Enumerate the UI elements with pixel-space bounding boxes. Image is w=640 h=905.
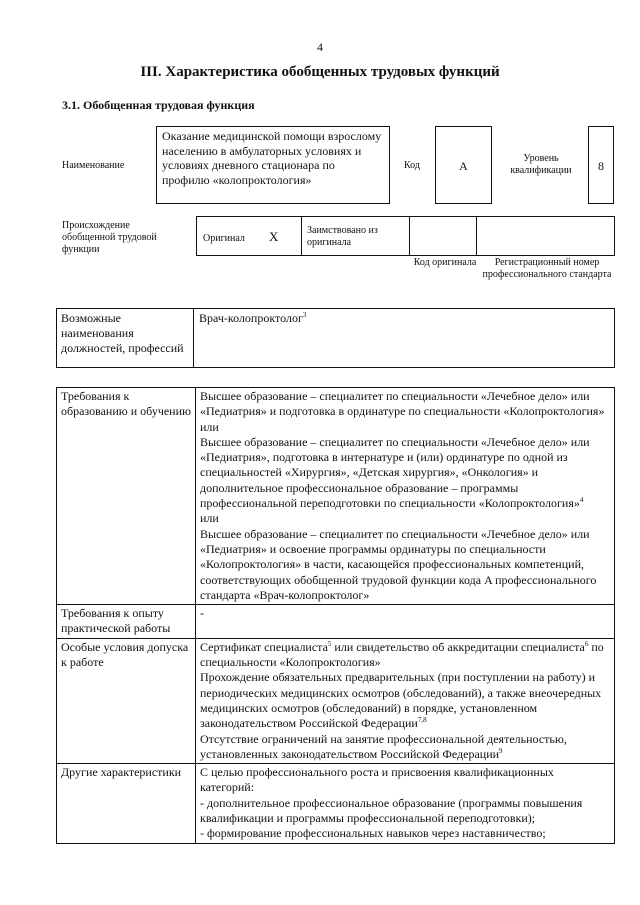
- table-row: [57, 638, 615, 763]
- other-characteristics-value: С целью профессионального роста и присвоения квалификационных категорий: - дополнительное профессиональное образование (программы повышения квалификации и программы профессиональной переподготовки); - формирование профессиональных навыков через наставничество;: [196, 764, 615, 843]
- function-name-box: [156, 126, 390, 204]
- function-name: Оказание медицинской помощи взрослому населению в амбулаторных условиях и условиях дневного стационара по профилю «колопроктология»: [162, 129, 382, 187]
- level-value: 8: [598, 159, 604, 173]
- name-label: Наименование: [62, 160, 125, 171]
- special-conditions-value: Сертификат специалиста$^5$ или свидетельство об аккредитации специалиста$^6$ по специальности «Колопроктология» Прохождение обязательных предварительных (при поступлении на работу) и периодических медицинских осмотров (обследований), а также внеочередных медицинских осмотров (обследований) в порядке, установленном законодательством Российской Федерации$^{7,8}$ Отсутствие ограничений на занятие профессиональной деятельностью, установленных законодательством Российской Федерации$^9$: [196, 638, 615, 763]
- education-label: Требования к образованию и обучению: [57, 388, 196, 605]
- borrowed-label: Заимствовано из оригинала: [307, 225, 378, 248]
- page-number: 4: [317, 40, 323, 54]
- origin-divider-2: [409, 216, 410, 256]
- level-box: [588, 126, 614, 204]
- subsection-title: 3.1. Обобщенная трудовая функция: [62, 98, 255, 112]
- origin-divider-1: [301, 216, 302, 256]
- requirements-table: [56, 387, 615, 844]
- experience-value: -: [196, 605, 615, 639]
- origin-label: Происхождение обобщенной трудовой функции: [62, 220, 157, 255]
- special-conditions-label: Особые условия допуска к работе: [57, 638, 196, 763]
- page-bottom-mask: [0, 895, 640, 905]
- reg-number-label: Регистрационный номер профессионального стандарта: [482, 257, 612, 280]
- code-value: A: [459, 159, 468, 173]
- origin-divider-3: [476, 216, 477, 256]
- origin-table: [196, 216, 615, 256]
- table-row: [57, 764, 615, 843]
- code-box: [435, 126, 492, 204]
- code-original-label: Код оригинала: [413, 257, 477, 268]
- education-value: Высшее образование – специалитет по специальности «Лечебное дело» или «Педиатрия» и подготовка в ординатуре по специальности «Колопроктология» или Высшее образование – специалитет по специальности «Лечебное дело» или «Педиатрия», подготовка в интернатуре и (или) ординатуре по одной из специальностей «Хирургия», «Детская хирургия», «Онкология» и дополнительное профессиональное образование – программы профессиональной переподготовки по специальности «Колопроктология»$^4$ или Высшее образование – специалитет по специальности «Лечебное дело» или «Педиатрия» и освоение программы ординатуры по специальности «Колопроктология» в части, касающейся профессиональных компетенций, соответствующих обобщенной трудовой функции кода A профессионального стандарта «Врач-колопроктолог»: [196, 388, 615, 605]
- positions-label: Возможные наименования должностей, профессий: [61, 311, 184, 355]
- original-label: Оригинал: [203, 233, 245, 244]
- table-row: [57, 605, 615, 639]
- table-row: [57, 388, 615, 605]
- code-label: Код: [404, 160, 420, 171]
- positions-table: [56, 308, 615, 368]
- other-characteristics-label: Другие характеристики: [57, 764, 196, 843]
- level-label: Уровень квалификации: [510, 153, 572, 176]
- section-title: III. Характеристика обобщенных трудовых функций: [140, 64, 500, 80]
- original-mark: X: [269, 229, 279, 244]
- positions-divider: [193, 308, 194, 368]
- positions-value: Врач-колопроктолог$^3$: [199, 311, 307, 325]
- experience-label: Требования к опыту практической работы: [57, 605, 196, 639]
